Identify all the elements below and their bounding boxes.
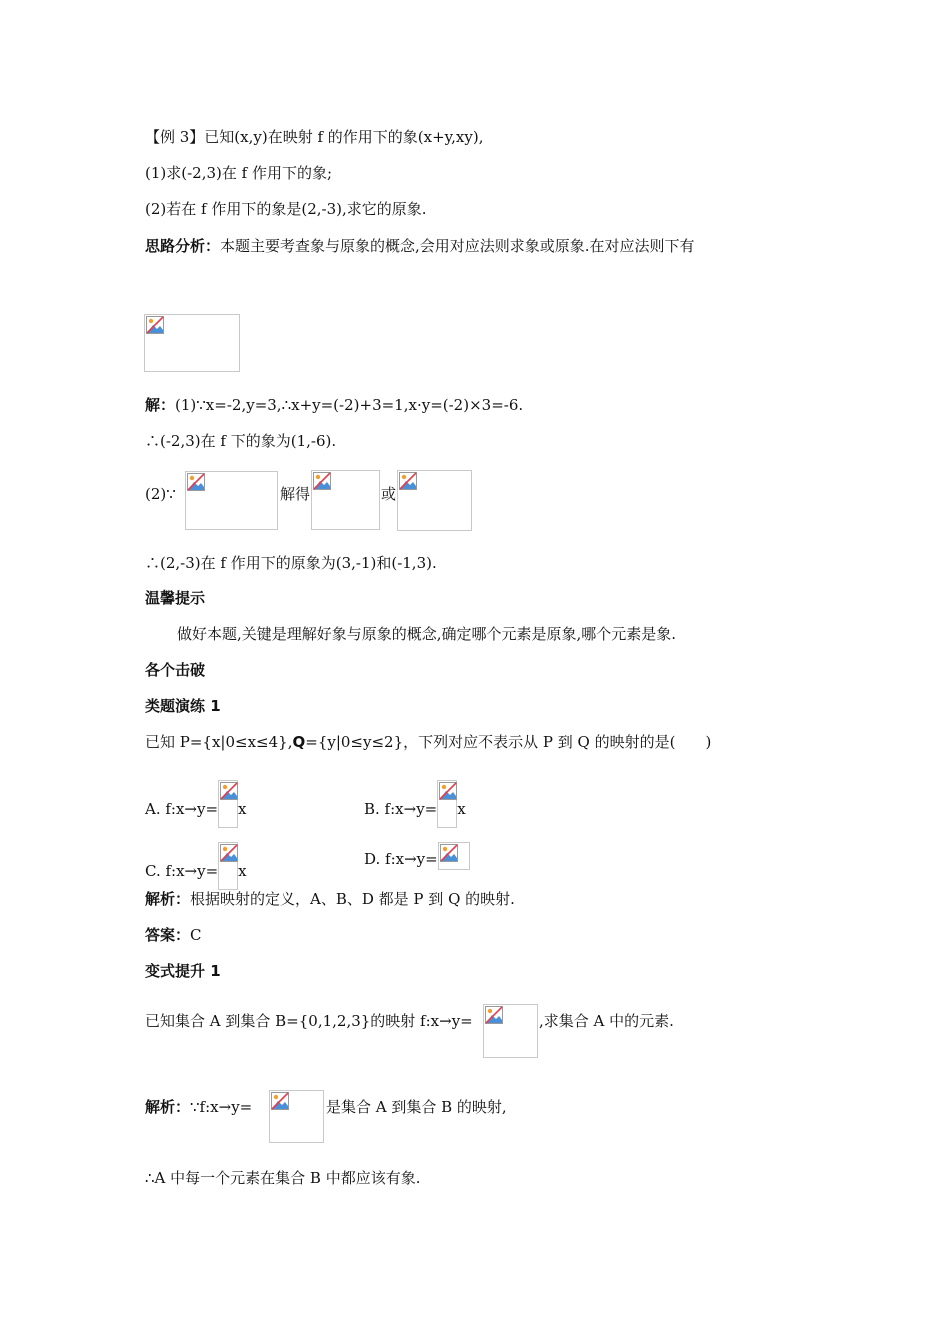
solution-label: 解： <box>145 396 176 414</box>
drill-answer-text: C <box>190 926 202 944</box>
option-b-suffix: x <box>457 800 466 818</box>
drill-analysis-text: 根据映射的定义，A、B、D 都是 P 到 Q 的映射. <box>190 890 515 908</box>
broken-image-icon <box>218 780 238 828</box>
option-d <box>364 842 470 870</box>
solution-text-1: (1)∵x=-2,y=3,∴x+y=(-2)+3=1,x·y=(-2)×3=-6. <box>175 396 524 414</box>
solution-line-3-prefix: (2)∵ <box>145 485 176 503</box>
option-b-prefix: B. f:x→y= <box>364 800 438 818</box>
variant-question-suffix: ,求集合 A 中的元素. <box>539 1012 674 1030</box>
option-a-prefix: A. f:x→y= <box>145 800 219 818</box>
option-a-suffix: x <box>238 800 247 818</box>
broken-image-icon <box>438 842 470 870</box>
breakthrough-heading: 各个击破 <box>145 661 206 679</box>
drill-heading: 类题演练 1 <box>145 697 221 715</box>
broken-image-icon <box>483 1004 538 1058</box>
example-question-2: (2)若在 f 作用下的象是(2,-3),求它的原象. <box>145 200 427 218</box>
option-b <box>364 780 466 828</box>
solution-line-1 <box>145 395 523 415</box>
variant-analysis-label: 解析： <box>145 1098 191 1116</box>
example-title: 【例 3】已知(x,y)在映射 f 的作用下的象(x+y,xy), <box>145 128 484 146</box>
broken-image-icon <box>185 471 278 530</box>
analysis-text: 本题主要考查象与原象的概念,会用对应法则求象或原象.在对应法则下有 <box>220 237 695 255</box>
option-c-prefix: C. f:x→y= <box>145 862 219 880</box>
option-c-suffix: x <box>238 862 247 880</box>
tip-heading: 温馨提示 <box>145 589 206 607</box>
solution-line-3-mid2: 或 <box>381 485 397 503</box>
variant-analysis <box>145 1097 252 1117</box>
broken-image-icon <box>269 1090 324 1143</box>
drill-question-a: 已知 P={x|0≤x≤4}, <box>145 733 293 751</box>
drill-analysis-label: 解析： <box>145 890 191 908</box>
example-question-1: (1)求(-2,3)在 f 作用下的象; <box>145 164 333 182</box>
drill-question <box>145 732 711 752</box>
solution-line-3-mid1: 解得 <box>280 485 311 503</box>
option-a <box>145 780 247 828</box>
tip-text: 做好本题,关键是理解好象与原象的概念,确定哪个元素是原象,哪个元素是象. <box>177 625 677 643</box>
option-c <box>145 842 247 890</box>
analysis-line <box>145 236 695 256</box>
solution-line-2: ∴(-2,3)在 f 下的象为(1,-6). <box>145 432 337 450</box>
analysis-label: 思路分析： <box>145 237 221 255</box>
variant-analysis-prefix: ∵f:x→y= <box>190 1098 253 1116</box>
broken-image-icon <box>144 314 240 372</box>
drill-answer-label: 答案： <box>145 926 191 944</box>
drill-question-q: Q <box>292 733 306 751</box>
broken-image-icon <box>311 470 380 530</box>
variant-analysis-suffix: 是集合 A 到集合 B 的映射, <box>326 1098 507 1116</box>
option-d-prefix: D. f:x→y= <box>364 850 438 868</box>
broken-image-icon <box>397 470 472 531</box>
broken-image-icon <box>218 842 238 890</box>
drill-question-b: ={y|0≤y≤2}，下列对应不表示从 P 到 Q 的映射的是( ) <box>305 733 712 751</box>
solution-line-4: ∴(2,-3)在 f 作用下的原象为(3,-1)和(-1,3). <box>145 554 437 572</box>
drill-answer <box>145 925 202 945</box>
drill-analysis <box>145 889 515 909</box>
variant-conclusion: ∴A 中每一个元素在集合 B 中都应该有象. <box>145 1169 421 1187</box>
broken-image-icon <box>437 780 457 828</box>
variant-heading: 变式提升 1 <box>145 962 221 980</box>
variant-question-prefix: 已知集合 A 到集合 B={0,1,2,3}的映射 f:x→y= <box>145 1012 473 1030</box>
